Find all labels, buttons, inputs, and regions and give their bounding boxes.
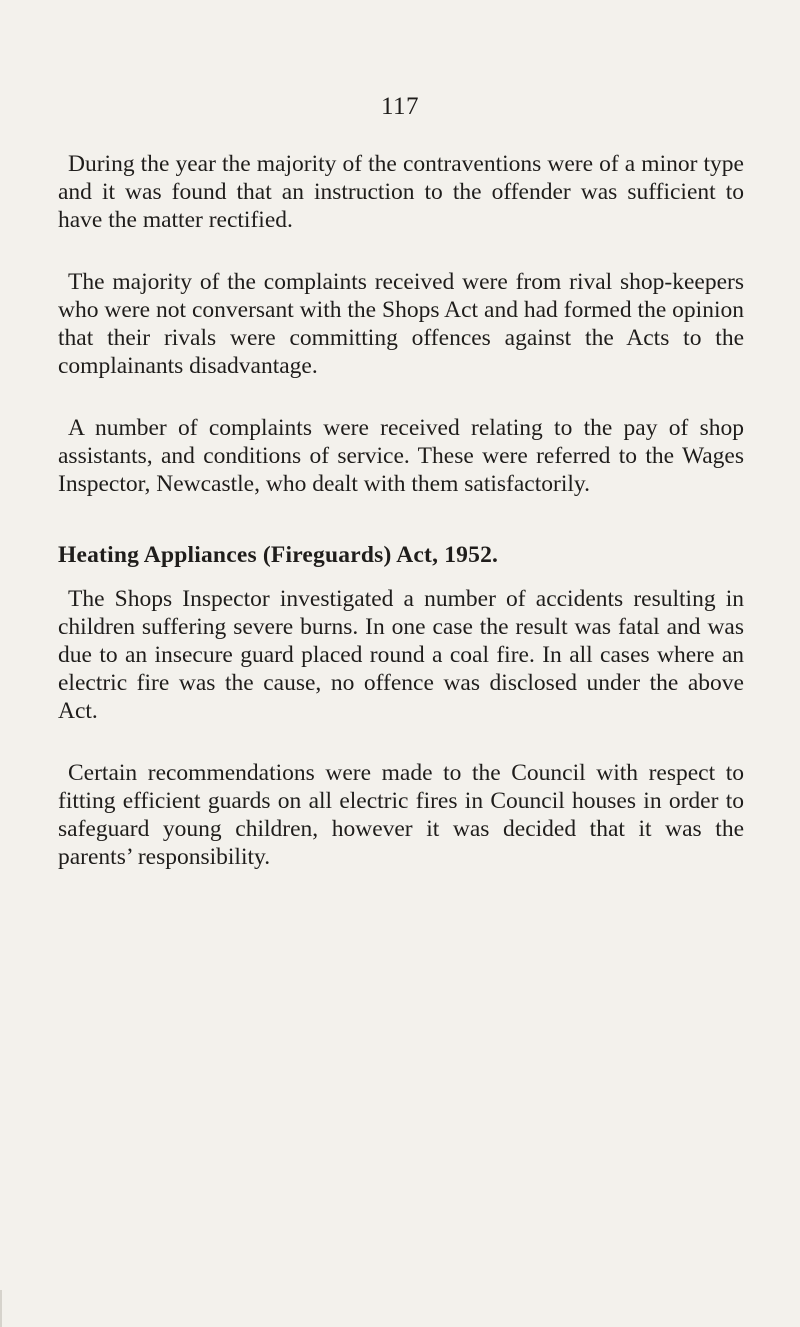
paragraph-accidents: The Shops Inspector investigated a number of accidents resulting in children suffering severe burns. In one case the result was fatal and was due to an insecure guard placed round a coal fire. In all cases where an electric fire was the cause, no offence was disclosed under the above Act. <box>58 586 744 724</box>
paragraph-pay-complaints: A number of complaints were received relating to the pay of shop assistants, and conditions of service. These were referred to the Wages Inspector, Newcastle, who dealt with them satisfactorily. <box>58 415 744 497</box>
page-content <box>58 150 744 871</box>
page-edge-mark <box>0 1290 2 1327</box>
section-heading: Heating Appliances (Fireguards) Act, 1952. <box>58 542 499 568</box>
paragraph-complaints-shopkeepers: The majority of the complaints received were from rival shop-keepers who were not conversant with the Shops Act and had formed the opinion that their rivals were committing offences against the Acts to the complainants disadvantage. <box>58 269 744 379</box>
paragraph-contraventions: During the year the majority of the contraventions were of a minor type and it was found that an instruction to the offender was sufficient to have the matter rectified. <box>58 151 744 233</box>
paragraph-recommendations: Certain recommendations were made to the Council with respect to fitting efficient guards on all electric fires in Council houses in order to safeguard young children, however it was decided that it was the parents’ responsibility. <box>58 760 744 870</box>
page-number: 117 <box>380 93 420 120</box>
